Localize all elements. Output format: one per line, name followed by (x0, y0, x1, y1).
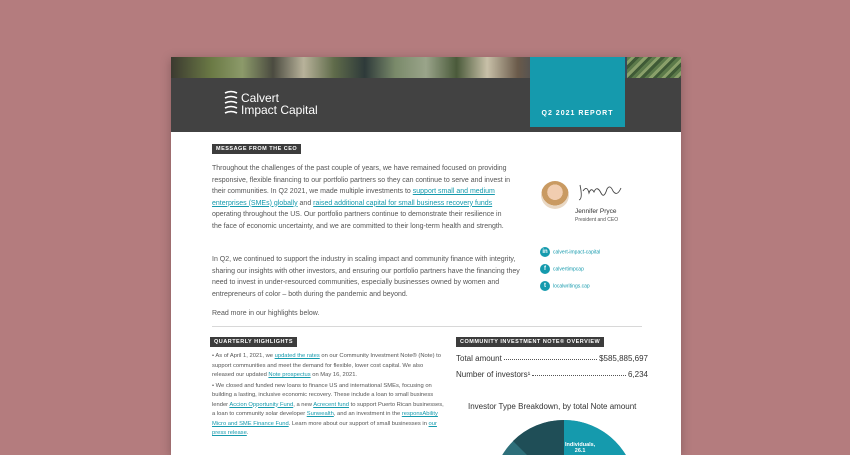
social-twitter[interactable]: t localwritings.cap (540, 281, 590, 291)
total-amount-label: Total amount (456, 354, 502, 363)
pie-label-individuals: Individuals, 26.1 (565, 442, 596, 454)
highlights-section-title: QUARTERLY HIGHLIGHTS (210, 337, 297, 347)
ceo-section-title: MESSAGE FROM THE CEO (212, 144, 301, 154)
section-divider (212, 326, 642, 327)
ceo-signature (577, 181, 625, 203)
report-label: Q2 2021 REPORT (541, 110, 614, 117)
highlight-item-1: • As of April 1, 2021, we updated the rates on our Community Investment Note® (Note) to support communities and meet the demand for flexible, lower cost capital. We also released our updated Note prospectus on May 16, 2021. (212, 353, 441, 378)
ceo-title: President and CEO (575, 217, 619, 223)
total-amount-value: $585,885,697 (599, 354, 648, 363)
highlight-item-2: • We closed and funded new loans to finance US and international SMEs, focusing on building a lasting, inclusive economic recovery. These include a loan to small business lender Accion Opportunity Fund, a new Acrecent fund to support Puerto Rican businesses, a loan to community solar developer Sunwealth, and an investment in the responsAbility Micro and SME Finance Fund. Learn more about our support of small businesses in our press release. (212, 382, 444, 436)
ceo-avatar (541, 181, 569, 209)
total-amount-row (456, 354, 648, 363)
highlights-list (212, 352, 444, 440)
linkedin-icon: in (540, 247, 550, 257)
investor-type-pie (489, 417, 639, 455)
accion-link[interactable]: Accion Opportunity Fund (229, 401, 294, 408)
logo-line2: Impact Capital (241, 103, 318, 117)
responsability-link[interactable]: responsAbility Micro and SME Finance Fund (212, 411, 438, 427)
sme-link[interactable]: support small and medium enterprises (SMEs) globally (212, 188, 495, 207)
prospectus-link[interactable]: Note prospectus (268, 372, 311, 378)
investors-row (456, 370, 648, 379)
twitter-icon: t (540, 281, 550, 291)
rates-link[interactable]: updated the rates (274, 353, 320, 359)
pie-chart-title: Investor Type Breakdown, by total Note amount (468, 402, 637, 411)
logo-line1: Calvert (241, 91, 280, 105)
ceo-paragraph-1: Throughout the challenges of the past couple of years, we have remained focused on providing responsive, flexible financing to our portfolio partners so they can continue to serve and invest in their communities. In Q2 2021, we made multiple investments to support small and medium enterprises (SMEs) globally and raised additional capital for small business recovery funds operating throughout the US. Our portfolio partners continue to demonstrate their resilience in the face of economic uncertainty, and we are committed to their long-term health and strength. (212, 165, 511, 230)
ceo-paragraph-2: In Q2, we continued to support the industry in scaling impact and community finance with integrity, sharing our insights with other investors, and ensuring our portfolio partners have the financing they need to invest in under-resourced communities, especially businesses owned by women and entrepreneurs of color – both during the pandemic and beyond. (212, 256, 520, 298)
recovery-funds-link[interactable]: raised additional capital for small business recovery funds (313, 199, 493, 207)
investors-value: 6,234 (627, 370, 648, 379)
facebook-icon: f (540, 264, 550, 274)
investors-label: Number of investors¹ (456, 370, 531, 379)
logo-mark-icon (224, 90, 238, 116)
overview-section-title: COMMUNITY INVESTMENT NOTE® OVERVIEW (456, 337, 604, 347)
social-facebook[interactable]: f calvertimpcap (540, 264, 584, 274)
social-linkedin[interactable]: in calvert-impact-capital (540, 247, 600, 257)
acrecent-link[interactable]: Acrecent fund (313, 401, 349, 408)
report-document (171, 57, 681, 455)
photo-banner-right (627, 57, 681, 78)
press-release-link[interactable]: our press release (212, 420, 437, 436)
sunwealth-link[interactable]: Sunwealth (306, 411, 334, 417)
ceo-paragraph-3: Read more in our highlights below. (212, 310, 320, 317)
ceo-name: Jennifer Pryce (575, 208, 617, 215)
